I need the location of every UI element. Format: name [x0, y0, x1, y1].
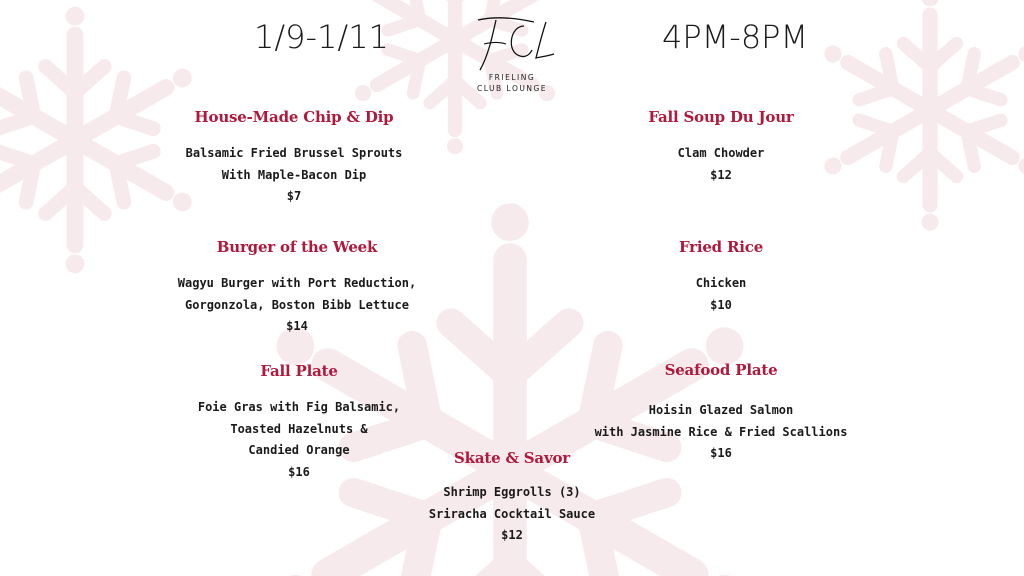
logo — [462, 10, 562, 94]
item-line: Candied Orange — [248, 443, 350, 457]
section-burger — [117, 238, 477, 338]
item-line: Balsamic Fried Brussel Sprouts — [185, 146, 403, 160]
section-title: Fall Soup Du Jour — [648, 108, 794, 126]
section-fried-rice — [541, 238, 901, 316]
section-title: Seafood Plate — [664, 361, 778, 379]
item-price: $7 — [286, 189, 302, 203]
item-price: $12 — [501, 528, 523, 542]
hours: 4PM-8PM — [662, 18, 809, 56]
logo-line2: CLUB LOUNGE — [476, 84, 548, 93]
item-price: $14 — [286, 319, 308, 333]
item-line: Hoisin Glazed Salmon — [648, 403, 794, 417]
section-skate-savor — [332, 449, 692, 547]
section-chip-dip — [114, 108, 474, 208]
section-title: Burger of the Week — [216, 238, 378, 256]
item-price: $16 — [288, 464, 310, 479]
item-price: $10 — [710, 297, 732, 312]
item-line: Clam Chowder — [677, 146, 765, 160]
item-price: $12 — [710, 167, 732, 182]
item-line: Toasted Hazelnuts & — [230, 421, 368, 436]
section-title: Fried Rice — [678, 238, 764, 256]
item-line: Foie Gras with Fig Balsamic, — [197, 400, 401, 414]
item-line: Sriracha Cocktail Sauce — [428, 506, 596, 521]
date-range: 1/9-1/11 — [254, 18, 389, 56]
item-line: Wagyu Burger with Port Reduction, — [177, 276, 417, 290]
section-title: Fall Plate — [260, 362, 338, 380]
item-line: Shrimp Eggrolls (3) — [443, 485, 581, 499]
item-line: with Jasmine Rice & Fried Scallions — [594, 424, 848, 439]
section-title: House-Made Chip & Dip — [194, 108, 394, 126]
fcl-monogram-icon — [466, 10, 558, 72]
item-line: Chicken — [695, 276, 747, 290]
logo-line1: FRIELING — [488, 73, 536, 82]
item-line: With Maple-Bacon Dip — [221, 167, 367, 182]
item-line: Gorgonzola, Boston Bibb Lettuce — [185, 297, 409, 312]
item-price: $16 — [710, 446, 732, 460]
section-soup — [541, 108, 901, 186]
section-title: Skate & Savor — [454, 449, 570, 467]
